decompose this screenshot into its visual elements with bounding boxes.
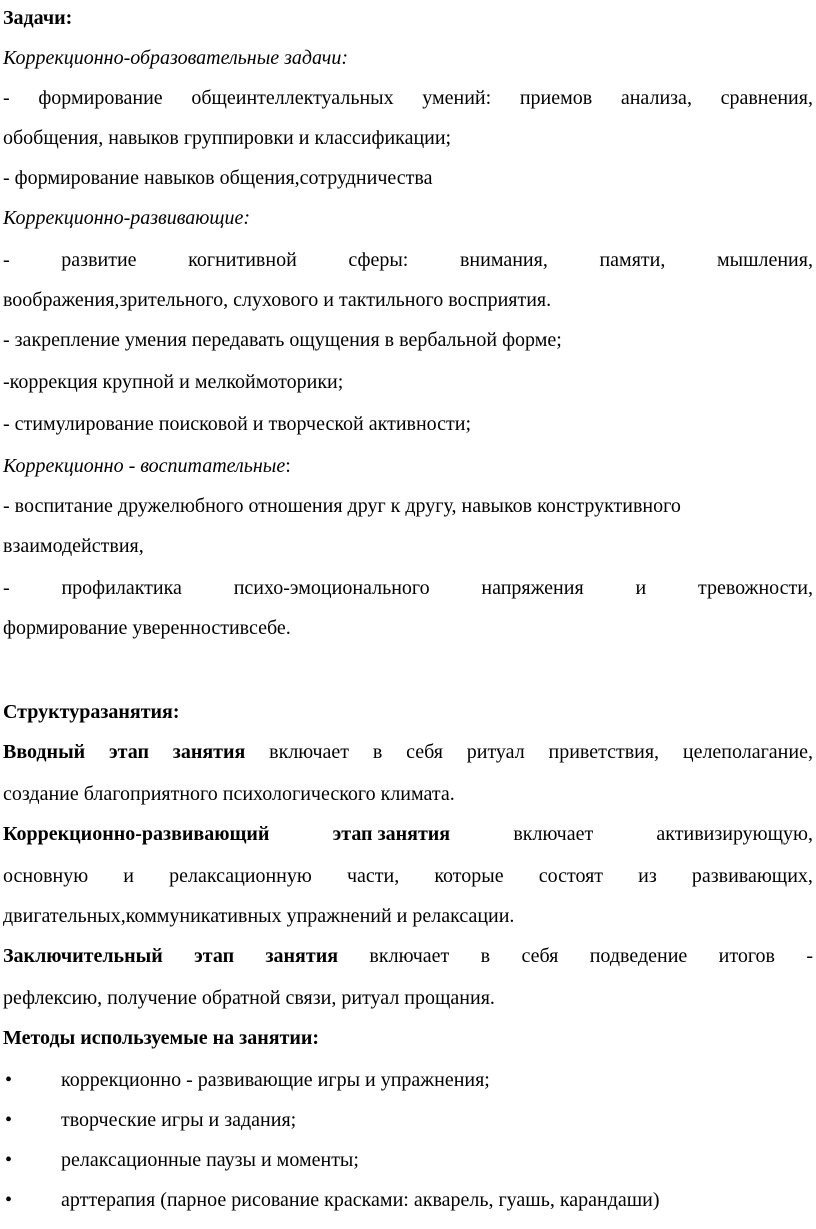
word: ритуал bbox=[466, 741, 525, 763]
corr-edu-heading: Коррекционно-образовательные задачи: bbox=[3, 47, 348, 69]
word: релаксационную bbox=[169, 865, 312, 887]
corr-dev-item-1 bbox=[3, 248, 813, 272]
word: Заключительный bbox=[3, 945, 163, 967]
word: части, bbox=[346, 865, 400, 887]
word: - bbox=[806, 945, 813, 967]
intro-stage-cont: создание благоприятного психологического климата. bbox=[3, 783, 455, 805]
word: включает bbox=[513, 823, 594, 845]
corr-dev-item-1-cont: воображения,зрительного, слухового и тактильного восприятия. bbox=[3, 289, 552, 311]
word: этап bbox=[194, 945, 235, 967]
word: состоят bbox=[538, 865, 604, 887]
corr-vos-item-1-cont: взаимодействия, bbox=[3, 535, 144, 557]
bullet-icon: • bbox=[5, 1069, 13, 1091]
word: подведение bbox=[589, 945, 688, 967]
main-stage-line bbox=[3, 822, 813, 846]
main-stage-line-2 bbox=[3, 864, 813, 888]
intro-stage-line bbox=[3, 740, 813, 764]
corr-vos-item-2-cont: формирование уверенностивсебе. bbox=[3, 617, 291, 639]
tasks-heading: Задачи: bbox=[3, 7, 73, 29]
word: профилактика bbox=[61, 577, 182, 599]
corr-dev-item-4: - стимулирование поисковой и творческой активности; bbox=[3, 413, 472, 435]
word: формирование bbox=[38, 87, 163, 109]
word: развитие bbox=[61, 249, 137, 271]
word: приветствия, bbox=[548, 741, 660, 763]
word: основную bbox=[3, 865, 89, 887]
word: и bbox=[123, 865, 134, 887]
corr-dev-item-3: -коррекция крупной и мелкоймоторики; bbox=[3, 371, 344, 393]
corr-vos-heading: Коррекционно - воспитательные bbox=[3, 455, 286, 477]
word: в bbox=[480, 945, 491, 967]
word: в bbox=[372, 741, 383, 763]
word: Коррекционно-развивающий bbox=[3, 823, 270, 845]
word: включает bbox=[369, 945, 450, 967]
word: которые bbox=[434, 865, 504, 887]
corr-edu-item-1 bbox=[3, 86, 813, 110]
word: этап занятия bbox=[332, 823, 451, 845]
method-text: коррекционно - развивающие игры и упражнения; bbox=[61, 1069, 490, 1091]
word: психо-эмоционального bbox=[233, 577, 430, 599]
method-text: релаксационные паузы и моменты; bbox=[61, 1149, 359, 1171]
word: из bbox=[638, 865, 657, 887]
word: общеинтеллектуальных bbox=[191, 87, 394, 109]
word: занятия bbox=[265, 945, 339, 967]
corr-vos-item-2 bbox=[3, 576, 813, 600]
word: итогов bbox=[718, 945, 775, 967]
word: целеполагание, bbox=[682, 741, 813, 763]
method-text: творческие игры и задания; bbox=[61, 1109, 297, 1131]
bullet-icon: • bbox=[5, 1189, 13, 1211]
structure-heading: Структуразанятия: bbox=[3, 701, 180, 723]
word: когнитивной bbox=[188, 249, 297, 271]
word: приемов bbox=[519, 87, 593, 109]
word: Вводный bbox=[3, 741, 86, 763]
corr-vos-heading-line bbox=[3, 454, 813, 478]
word: этап bbox=[109, 741, 149, 763]
corr-edu-item-1-cont: обобщения, навыков группировки и классификации; bbox=[3, 127, 452, 149]
word: включает bbox=[269, 741, 350, 763]
word: занятия bbox=[172, 741, 246, 763]
corr-dev-heading: Коррекционно-развивающие: bbox=[3, 207, 251, 229]
colon: : bbox=[285, 455, 291, 477]
bullet-icon: • bbox=[5, 1109, 13, 1131]
word: - bbox=[3, 249, 10, 271]
word: памяти, bbox=[599, 249, 666, 271]
word: тревожности, bbox=[697, 577, 813, 599]
bullet-icon: • bbox=[5, 1149, 13, 1171]
word: сравнения, bbox=[720, 87, 813, 109]
corr-dev-item-2: - закрепление умения передавать ощущения в вербальной форме; bbox=[3, 329, 562, 351]
word: себя bbox=[406, 741, 443, 763]
final-stage-line bbox=[3, 944, 813, 968]
word: - bbox=[3, 577, 10, 599]
word: мышления, bbox=[716, 249, 813, 271]
word: развивающих, bbox=[691, 865, 813, 887]
word: сферы: bbox=[348, 249, 409, 271]
final-stage-cont: рефлексию, получение обратной связи, ритуал прощания. bbox=[3, 987, 495, 1009]
word: себя bbox=[521, 945, 559, 967]
methods-heading: Методы используемые на занятии: bbox=[3, 1027, 320, 1049]
word: активизирующую, bbox=[656, 823, 813, 845]
word: внимания, bbox=[459, 249, 548, 271]
word: и bbox=[635, 577, 647, 599]
word: анализа, bbox=[620, 87, 692, 109]
method-text: арттерапия (парное рисование красками: акварель, гуашь, карандаши) bbox=[61, 1189, 660, 1211]
main-stage-cont: двигательных,коммуникативных упражнений и релаксации. bbox=[3, 905, 515, 927]
word: напряжения bbox=[481, 577, 584, 599]
word: - bbox=[3, 87, 10, 109]
corr-edu-item-2: - формирование навыков общения,сотрудничества bbox=[3, 167, 433, 189]
word: умений: bbox=[422, 87, 492, 109]
corr-vos-item-1: - воспитание дружелюбного отношения друг к другу, навыков конструктивного bbox=[3, 495, 681, 517]
